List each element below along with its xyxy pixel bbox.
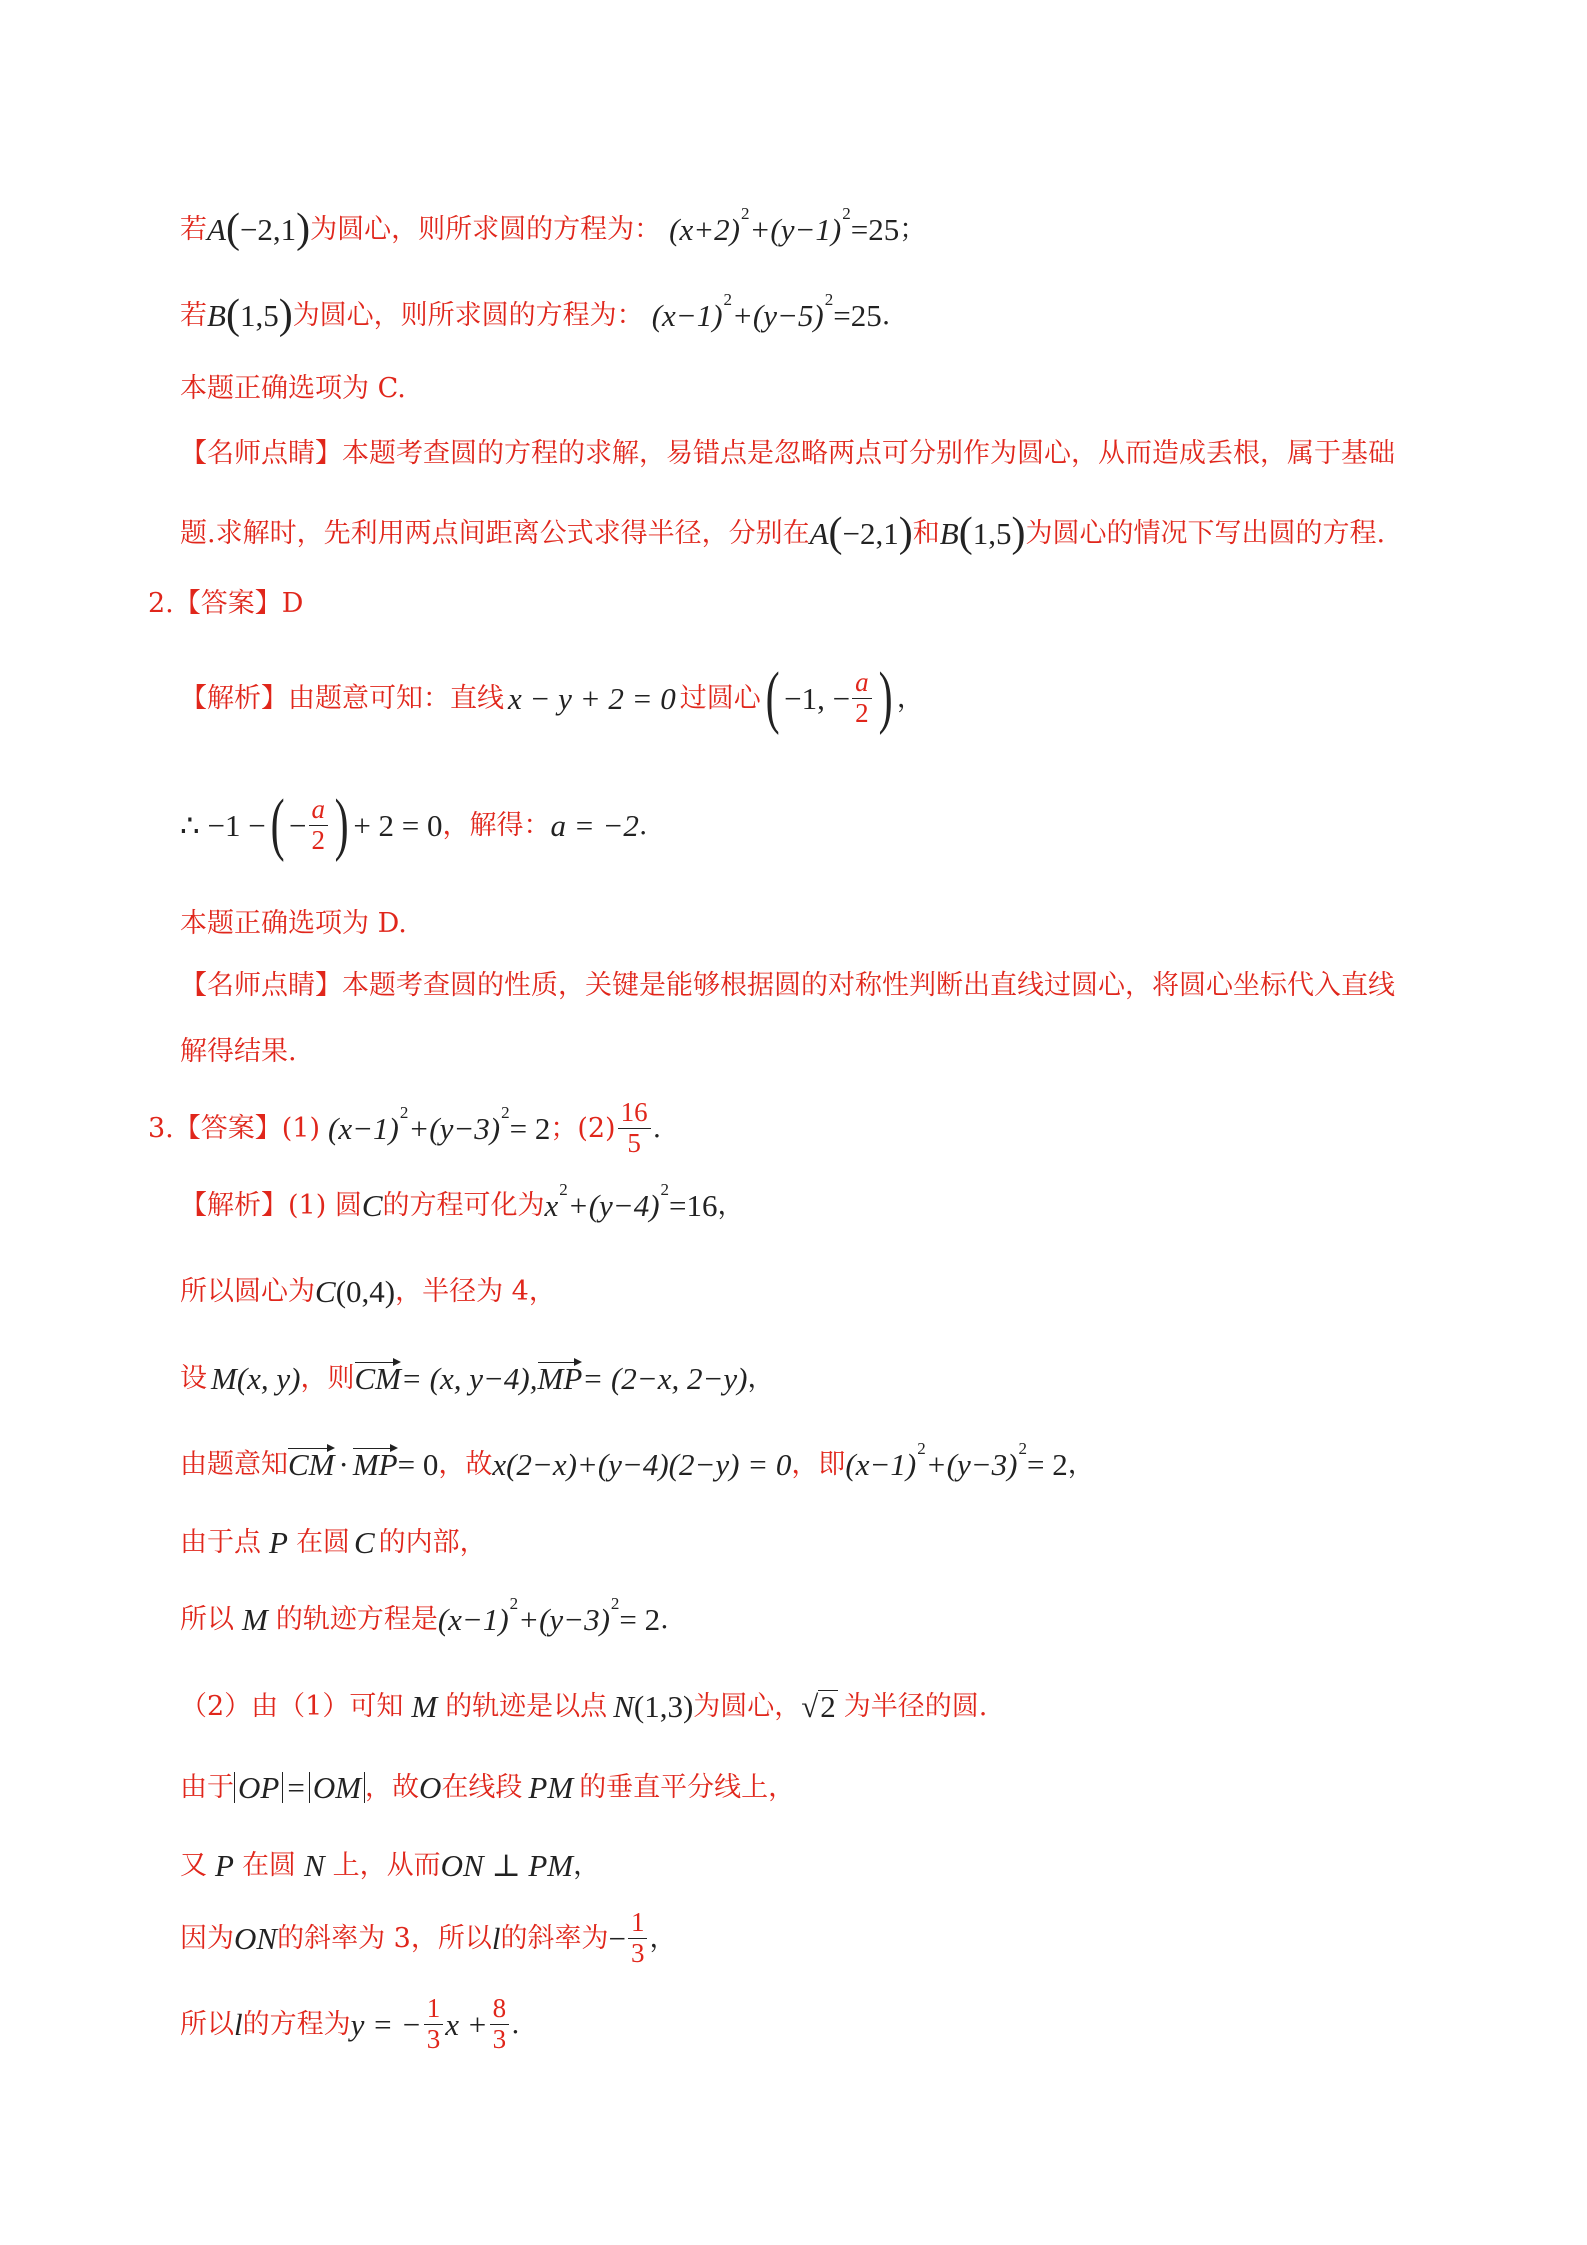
math: +(y−3) xyxy=(518,1602,610,1637)
analysis-3-perp xyxy=(180,1850,600,1881)
vector-cm: CM xyxy=(288,1447,335,1482)
text: ，故 xyxy=(438,1449,493,1480)
text: 解得结果. xyxy=(180,1036,297,1067)
text: 【名师点睛】本题考查圆的方程的求解，易错点是忽略两点可分别作为圆心，从而造成丢根，属于基础 xyxy=(180,438,1395,469)
math: +(y−5) xyxy=(732,297,824,333)
fraction xyxy=(628,1908,648,1968)
numerator: a xyxy=(309,795,329,826)
math: = (2−x, 2−y) xyxy=(582,1361,748,1396)
analysis-3-dot xyxy=(180,1439,1095,1482)
text: 由题意知 xyxy=(180,1449,288,1480)
denominator: 2 xyxy=(855,697,869,728)
math: P xyxy=(215,1848,234,1883)
fraction xyxy=(490,1994,510,2054)
math: (1,3) xyxy=(633,1688,694,1724)
paren: ( xyxy=(828,510,843,556)
math: · xyxy=(338,1447,349,1482)
math: 1,5 xyxy=(972,515,1012,551)
text: ，半径为 4， xyxy=(395,1276,556,1307)
answer-line-1 xyxy=(180,375,406,402)
text: ，解得： xyxy=(442,809,551,841)
abs-op: OP xyxy=(234,1772,283,1803)
text: 为圆心，则所求圆的方程为： xyxy=(292,299,644,331)
text: ， xyxy=(1067,1449,1095,1480)
teacher-note-1-cont xyxy=(180,512,1385,554)
paren: ( xyxy=(765,659,780,736)
text: 由于 xyxy=(180,1772,234,1803)
math: A xyxy=(809,515,829,551)
text: 所以圆心为 xyxy=(180,1276,315,1307)
analysis-3-vectors xyxy=(180,1363,774,1394)
math: = 2 xyxy=(509,1110,551,1146)
teacher-note-1 xyxy=(180,440,1395,467)
math: B xyxy=(207,297,226,333)
math: −1, − xyxy=(784,680,851,716)
text: 为圆心，则所求圆的方程为： xyxy=(310,213,662,245)
text: ， xyxy=(649,1922,677,1954)
text: 的方程可化为 xyxy=(382,1190,545,1221)
math: = xyxy=(287,1770,305,1805)
math: (x, y) xyxy=(236,1361,301,1396)
numerator: 16 xyxy=(618,1098,651,1129)
numerator: 1 xyxy=(628,1908,648,1939)
text: 在线段 xyxy=(441,1772,523,1803)
text: ， xyxy=(717,1190,745,1221)
exponent: 2 xyxy=(723,289,733,309)
text: ， xyxy=(573,1850,601,1881)
math: x xyxy=(544,1188,559,1223)
text: 为圆心， xyxy=(693,1690,802,1722)
answer-header-2 xyxy=(148,590,303,617)
math: l xyxy=(234,2006,243,2042)
exponent: 2 xyxy=(399,1102,409,1122)
text: 3.【答案】(1) xyxy=(148,1112,321,1144)
math: PM xyxy=(528,1770,574,1805)
vector-mp: MP xyxy=(352,1447,398,1482)
text: 在圆 xyxy=(241,1850,296,1881)
line-circle-a xyxy=(180,203,927,252)
analysis-3-bisector xyxy=(180,1772,795,1803)
analysis-3-1 xyxy=(180,1180,745,1223)
text: 的斜率为 3，所以 xyxy=(277,1922,492,1954)
text: . xyxy=(652,1112,662,1144)
text: ； xyxy=(899,213,927,245)
math: M xyxy=(411,1688,438,1724)
math: = 2 xyxy=(1026,1447,1068,1482)
math: =16 xyxy=(669,1188,718,1223)
text: 若 xyxy=(180,213,207,245)
numerator: a xyxy=(852,668,872,699)
math: M xyxy=(242,1602,268,1637)
math: ∴ −1 − xyxy=(180,807,266,843)
paren: ( xyxy=(225,206,240,252)
analysis-3-line-eq xyxy=(180,1994,520,2054)
text: 若 xyxy=(180,299,207,331)
exponent: 2 xyxy=(610,1594,620,1613)
math: l xyxy=(491,1920,501,1956)
math: C xyxy=(361,1188,383,1223)
math: C xyxy=(315,1274,336,1309)
text: 在圆 xyxy=(295,1527,350,1558)
analysis-3-2 xyxy=(180,1690,987,1722)
exponent: 2 xyxy=(842,203,851,223)
answer-header-3 xyxy=(148,1098,661,1158)
math: (x−1) xyxy=(437,1602,509,1637)
exponent: 2 xyxy=(660,1180,670,1199)
math: (x+2) xyxy=(669,211,740,247)
text: 又 xyxy=(180,1850,207,1881)
text: 因为 xyxy=(180,1922,234,1954)
text: 【名师点睛】本题考查圆的性质，关键是能够根据圆的对称性判断出直线过圆心，将圆心坐标代入直线 xyxy=(180,970,1395,1001)
text: 为半径的圆. xyxy=(843,1690,988,1722)
text: 【解析】由题意可知：直线 xyxy=(180,682,504,714)
text: 本题正确选项为 D. xyxy=(180,908,407,939)
math: M xyxy=(211,1361,237,1396)
teacher-note-2 xyxy=(180,972,1395,999)
math: (0,4) xyxy=(335,1274,396,1309)
text: ，故 xyxy=(365,1772,420,1803)
text: . xyxy=(881,299,891,331)
paren: ) xyxy=(334,786,349,863)
vector-cm: CM xyxy=(354,1361,401,1396)
math: =25 xyxy=(833,297,882,333)
math: =25 xyxy=(850,211,900,247)
exponent: 2 xyxy=(917,1439,926,1458)
text: 为圆心的情况下写出圆的方程. xyxy=(1025,517,1386,549)
text: 所以 xyxy=(180,2008,234,2040)
math: − xyxy=(608,1920,626,1956)
denominator: 3 xyxy=(426,2023,441,2054)
numerator: 1 xyxy=(424,1994,444,2025)
fraction xyxy=(618,1098,651,1158)
text: ；(2) xyxy=(550,1112,616,1144)
paren: ) xyxy=(878,659,893,736)
text: ， xyxy=(896,682,924,714)
math: = 2 xyxy=(619,1602,661,1637)
math: N xyxy=(613,1688,634,1724)
numerator: 8 xyxy=(490,1994,510,2025)
text: （2）由（1）可知 xyxy=(180,1690,404,1722)
text: 由于点 xyxy=(180,1527,261,1558)
math: x(2−x)+(y−4)(2−y) = 0 xyxy=(492,1447,792,1482)
denominator: 2 xyxy=(311,824,325,855)
math: −2,1 xyxy=(239,211,297,247)
exponent: 2 xyxy=(509,1594,519,1613)
denominator: 3 xyxy=(630,1937,645,1968)
text: 设 xyxy=(180,1363,207,1394)
paren: ) xyxy=(1011,510,1026,556)
math: O xyxy=(419,1770,442,1805)
text: 过圆心 xyxy=(679,682,761,714)
math: x − y + 2 = 0 xyxy=(508,680,676,716)
text: ，即 xyxy=(791,1449,846,1480)
vector-mp: MP xyxy=(537,1361,583,1396)
analysis-3-locus xyxy=(180,1594,669,1637)
text: . xyxy=(660,1604,669,1635)
text: . xyxy=(511,2008,520,2040)
paren: ( xyxy=(958,510,973,556)
abs-om: OM xyxy=(309,1772,365,1803)
text: 的垂直平分线上， xyxy=(579,1772,796,1803)
analysis-3-center xyxy=(180,1276,556,1307)
text: 的轨迹是以点 xyxy=(445,1690,608,1722)
paren: ) xyxy=(278,292,293,338)
fraction xyxy=(852,668,872,728)
math: = (x, y−4), xyxy=(401,1361,538,1396)
text: . xyxy=(638,809,648,841)
line-circle-b xyxy=(180,289,891,338)
paren: ( xyxy=(270,786,285,863)
denominator: 3 xyxy=(492,2023,507,2054)
analysis-2-solve xyxy=(180,786,648,863)
analysis-3-slope xyxy=(180,1908,676,1968)
analysis-3-inside xyxy=(180,1527,487,1558)
math: N xyxy=(303,1848,325,1883)
text: 的轨迹方程是 xyxy=(275,1604,438,1635)
math: − xyxy=(289,807,307,843)
math: B xyxy=(939,515,959,551)
math: + 2 = 0 xyxy=(353,807,443,843)
text: 和 xyxy=(912,517,940,549)
analysis-2 xyxy=(180,659,924,736)
exponent: 2 xyxy=(741,203,750,223)
sqrt-icon: √ 2 xyxy=(801,1689,836,1724)
text: 的方程为 xyxy=(242,2008,351,2040)
text: ，则 xyxy=(300,1363,355,1394)
math: 1,5 xyxy=(239,297,279,333)
math: A xyxy=(207,211,226,247)
math: ON ⊥ PM xyxy=(440,1848,574,1883)
text: 【解析】(1) 圆 xyxy=(180,1190,362,1221)
exponent: 2 xyxy=(1018,1439,1027,1458)
teacher-note-2-cont xyxy=(180,1038,297,1065)
math: y = − xyxy=(350,2006,422,2042)
math: (x−1) xyxy=(328,1110,399,1146)
text: 的内部， xyxy=(378,1527,487,1558)
math: +(y−3) xyxy=(925,1447,1018,1482)
math: P xyxy=(269,1525,288,1560)
math: +(y−1) xyxy=(749,211,842,247)
text: 所以 xyxy=(180,1604,234,1635)
math: ON xyxy=(234,1920,278,1956)
text: 2.【答案】D xyxy=(148,588,304,619)
fraction xyxy=(424,1994,444,2054)
text: 题.求解时，先利用两点间距离公式求得半径，分别在 xyxy=(180,517,810,549)
exponent: 2 xyxy=(559,1180,568,1199)
exponent: 2 xyxy=(501,1102,510,1122)
denominator: 5 xyxy=(627,1127,641,1158)
math: +(y−3) xyxy=(408,1110,501,1146)
paren: ) xyxy=(296,206,311,252)
math: a = −2 xyxy=(550,807,639,843)
exponent: 2 xyxy=(824,289,834,309)
paren: ( xyxy=(225,292,240,338)
math: x + xyxy=(445,2006,488,2042)
math: (x−1) xyxy=(651,297,723,333)
math: +(y−4) xyxy=(567,1188,660,1223)
paren: ) xyxy=(898,510,913,556)
answer-line-2 xyxy=(180,910,407,937)
text: 上，从而 xyxy=(332,1850,441,1881)
math: −2,1 xyxy=(842,515,899,551)
math: (x−1) xyxy=(845,1447,917,1482)
radicand: 2 xyxy=(820,1689,836,1724)
text: 本题正确选项为 C. xyxy=(180,373,406,404)
text: 的斜率为 xyxy=(500,1922,609,1954)
math: = 0 xyxy=(397,1447,439,1482)
text: ， xyxy=(747,1363,775,1394)
fraction xyxy=(309,795,329,855)
math: C xyxy=(353,1525,375,1560)
